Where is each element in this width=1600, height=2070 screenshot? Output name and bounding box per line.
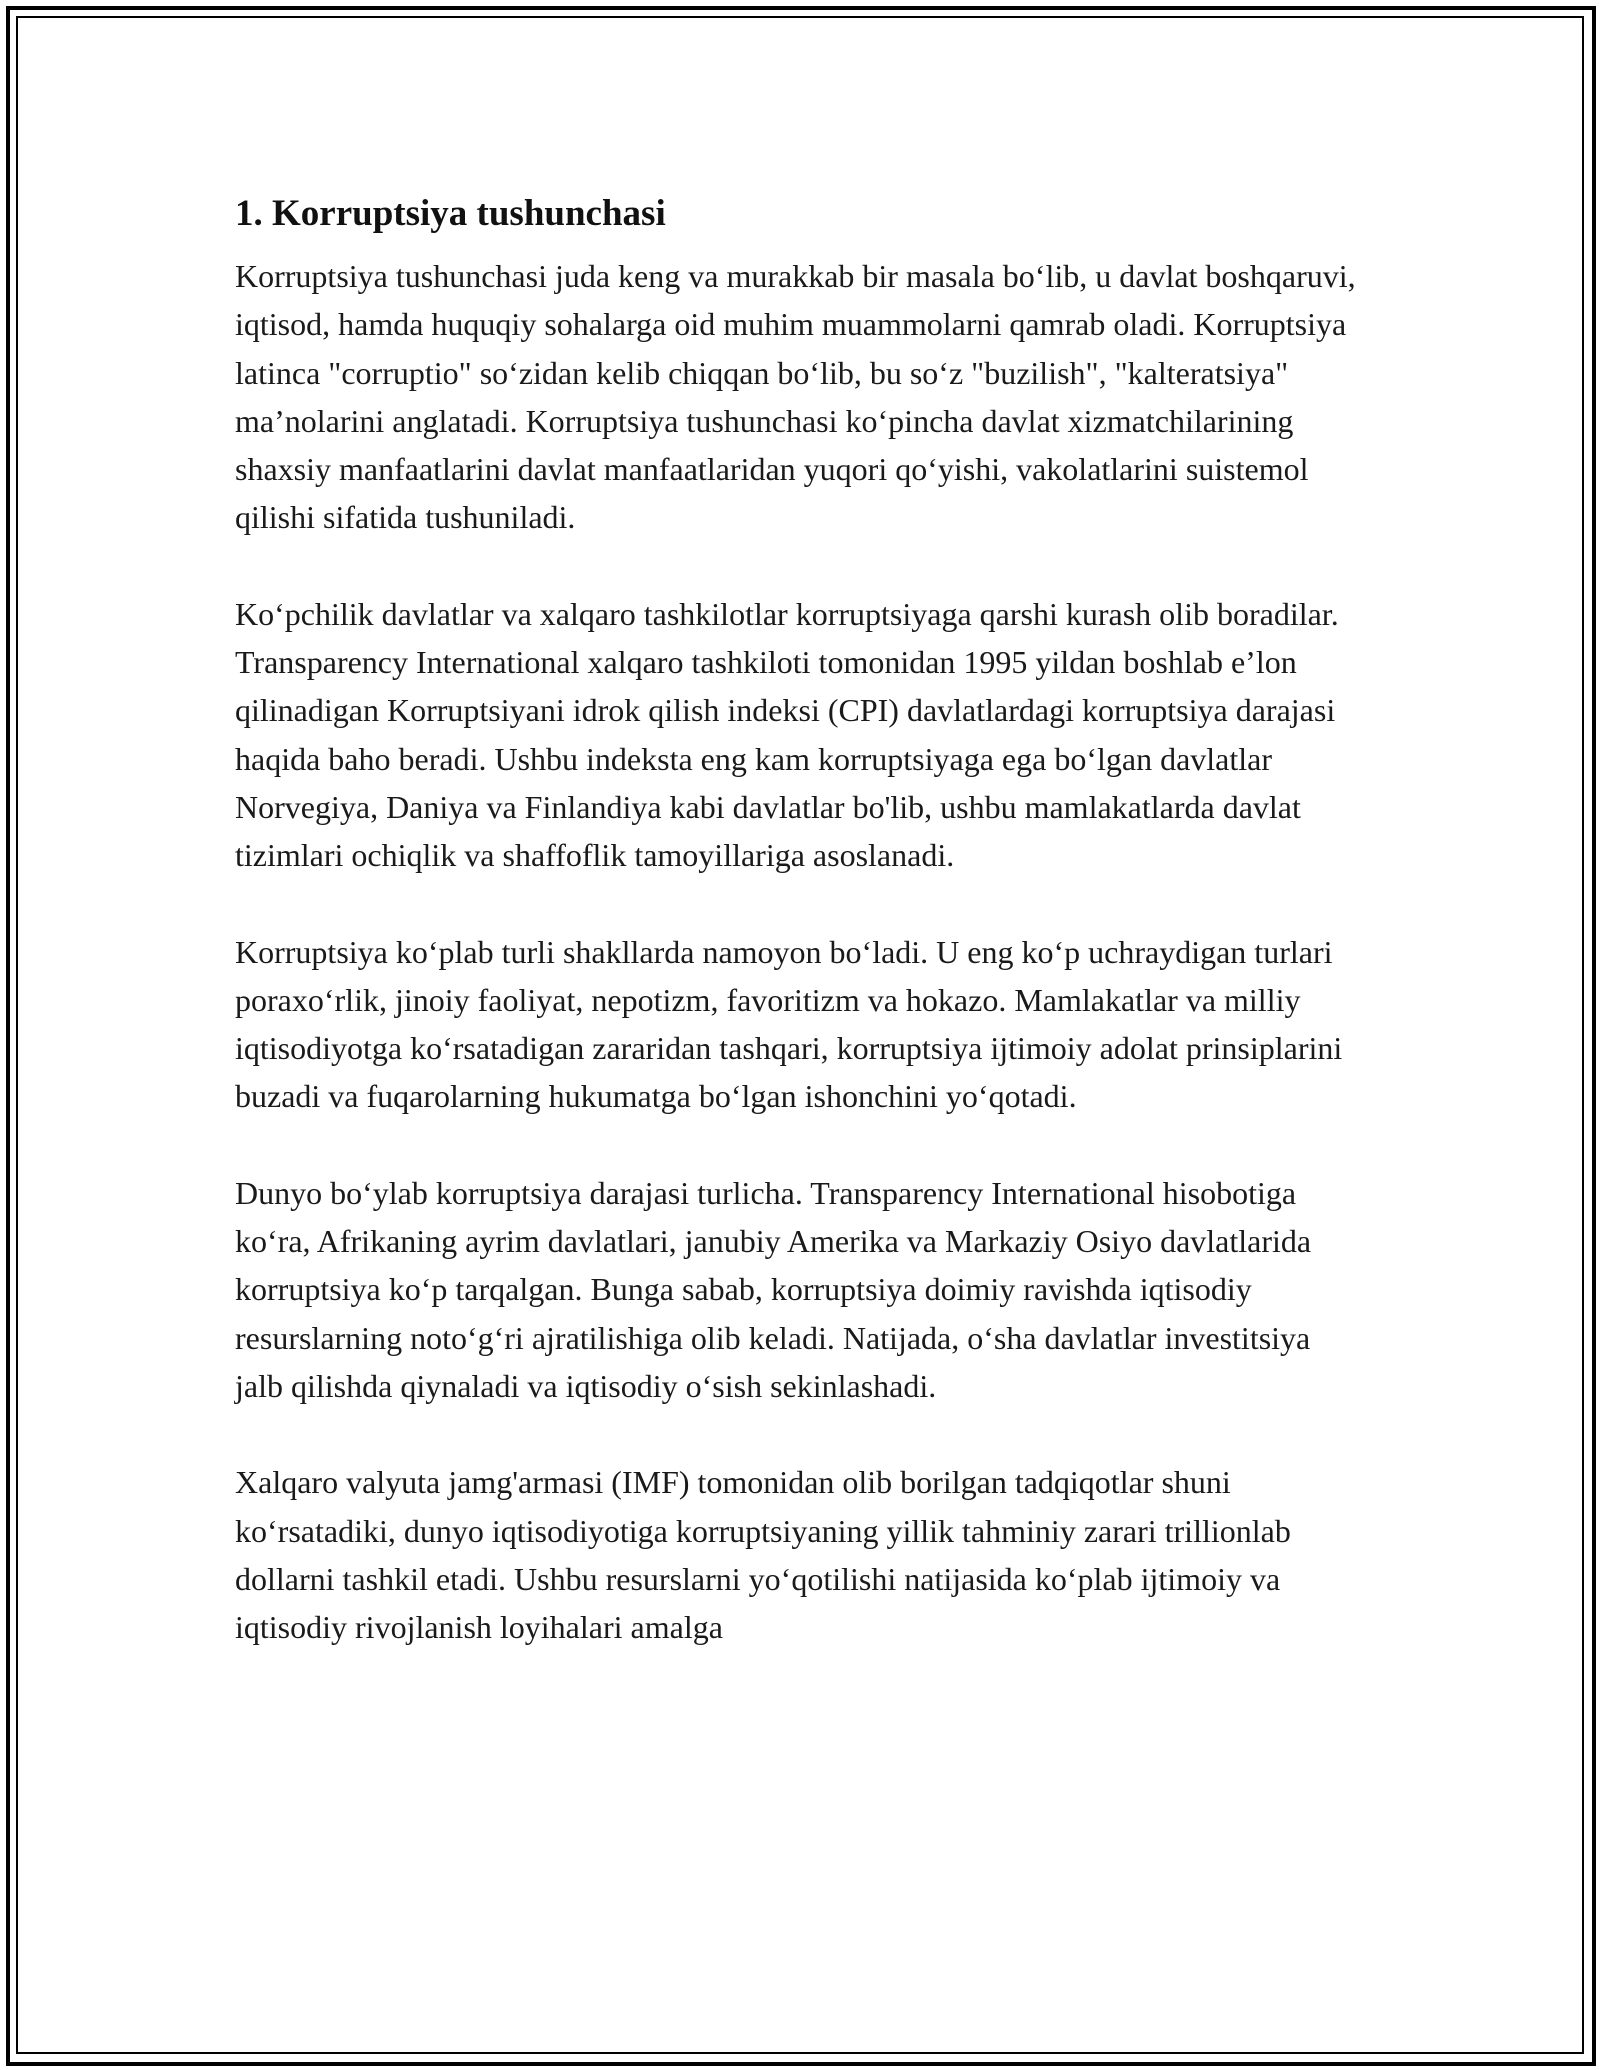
section-heading: 1. Korruptsiya tushunchasi	[235, 193, 666, 234]
paragraph-imf-research: Xalqaro valyuta jamg'armasi (IMF) tomonidan olib borilgan tadqiqotlar shuni koʻrsatadiki, dunyo iqtisodiyotiga korruptsiyaning yillik tahminiy zarari trillionlab dollarni tashkil etadi. Ushbu resurslarni yoʻqotilishi natijasida koʻplab ijtimoiy va iqtisodiy rivojlanish loyihalari amalga	[235, 1464, 1291, 1646]
document-body	[235, 186, 1365, 1699]
paragraph-definition: Korruptsiya tushunchasi juda keng va murakkab bir masala boʻlib, u davlat boshqaruvi, iqtisod, hamda huquqiy sohalarga oid muhim muammolarni qamrab oladi. Korruptsiya latinca "corruptio" soʻzidan kelib chiqqan boʻlib, bu soʻz "buzilish", "kalteratsiya" ma’nolarini anglatadi. Korruptsiya tushunchasi koʻpincha davlat xizmatchilarining shaxsiy manfaatlarini davlat manfaatlaridan yuqori qoʻyishi, vakolatlarini suistemol qilishi sifatida tushuniladi.	[235, 258, 1356, 536]
paragraph-world-levels: Dunyo boʻylab korruptsiya darajasi turlicha. Transparency International hisobotiga koʻra, Afrikaning ayrim davlatlari, janubiy Amerika va Markaziy Osiyo davlatlarida korruptsiya koʻp tarqalgan. Bunga sabab, korruptsiya doimiy ravishda iqtisodiy resurslarning notoʻgʻri ajratilishiga olib keladi. Natijada, oʻsha davlatlar investitsiya jalb qilishda qiynaladi va iqtisodiy oʻsish sekinlashadi.	[235, 1174, 1312, 1404]
paragraph-international-efforts: Koʻpchilik davlatlar va xalqaro tashkilotlar korruptsiyaga qarshi kurash olib boradilar. Transparency International xalqaro tashkiloti tomonidan 1995 yildan boshlab e’lon qilinadigan Korruptsiyani idrok qilish indeksi (CPI) davlatlardagi korruptsiya darajasi haqida baho beradi. Ushbu indeksta eng kam korruptsiyaga ega boʻlgan davlatlar Norvegiya, Daniya va Finlandiya kabi davlatlar bo'lib, ushbu mamlakatlarda davlat tizimlari ochiqlik va shaffoflik tamoyillariga asoslanadi.	[235, 595, 1339, 874]
paragraph-forms: Korruptsiya koʻplab turli shakllarda namoyon boʻladi. U eng koʻp uchraydigan turlari poraxoʻrlik, jinoiy faoliyat, nepotizm, favoritizm va hokazo. Mamlakatlar va milliy iqtisodiyotga koʻrsatadigan zararidan tashqari, korruptsiya ijtimoiy adolat prinsiplarini buzadi va fuqarolarning hukumatga boʻlgan ishonchini yoʻqotadi.	[235, 933, 1343, 1115]
